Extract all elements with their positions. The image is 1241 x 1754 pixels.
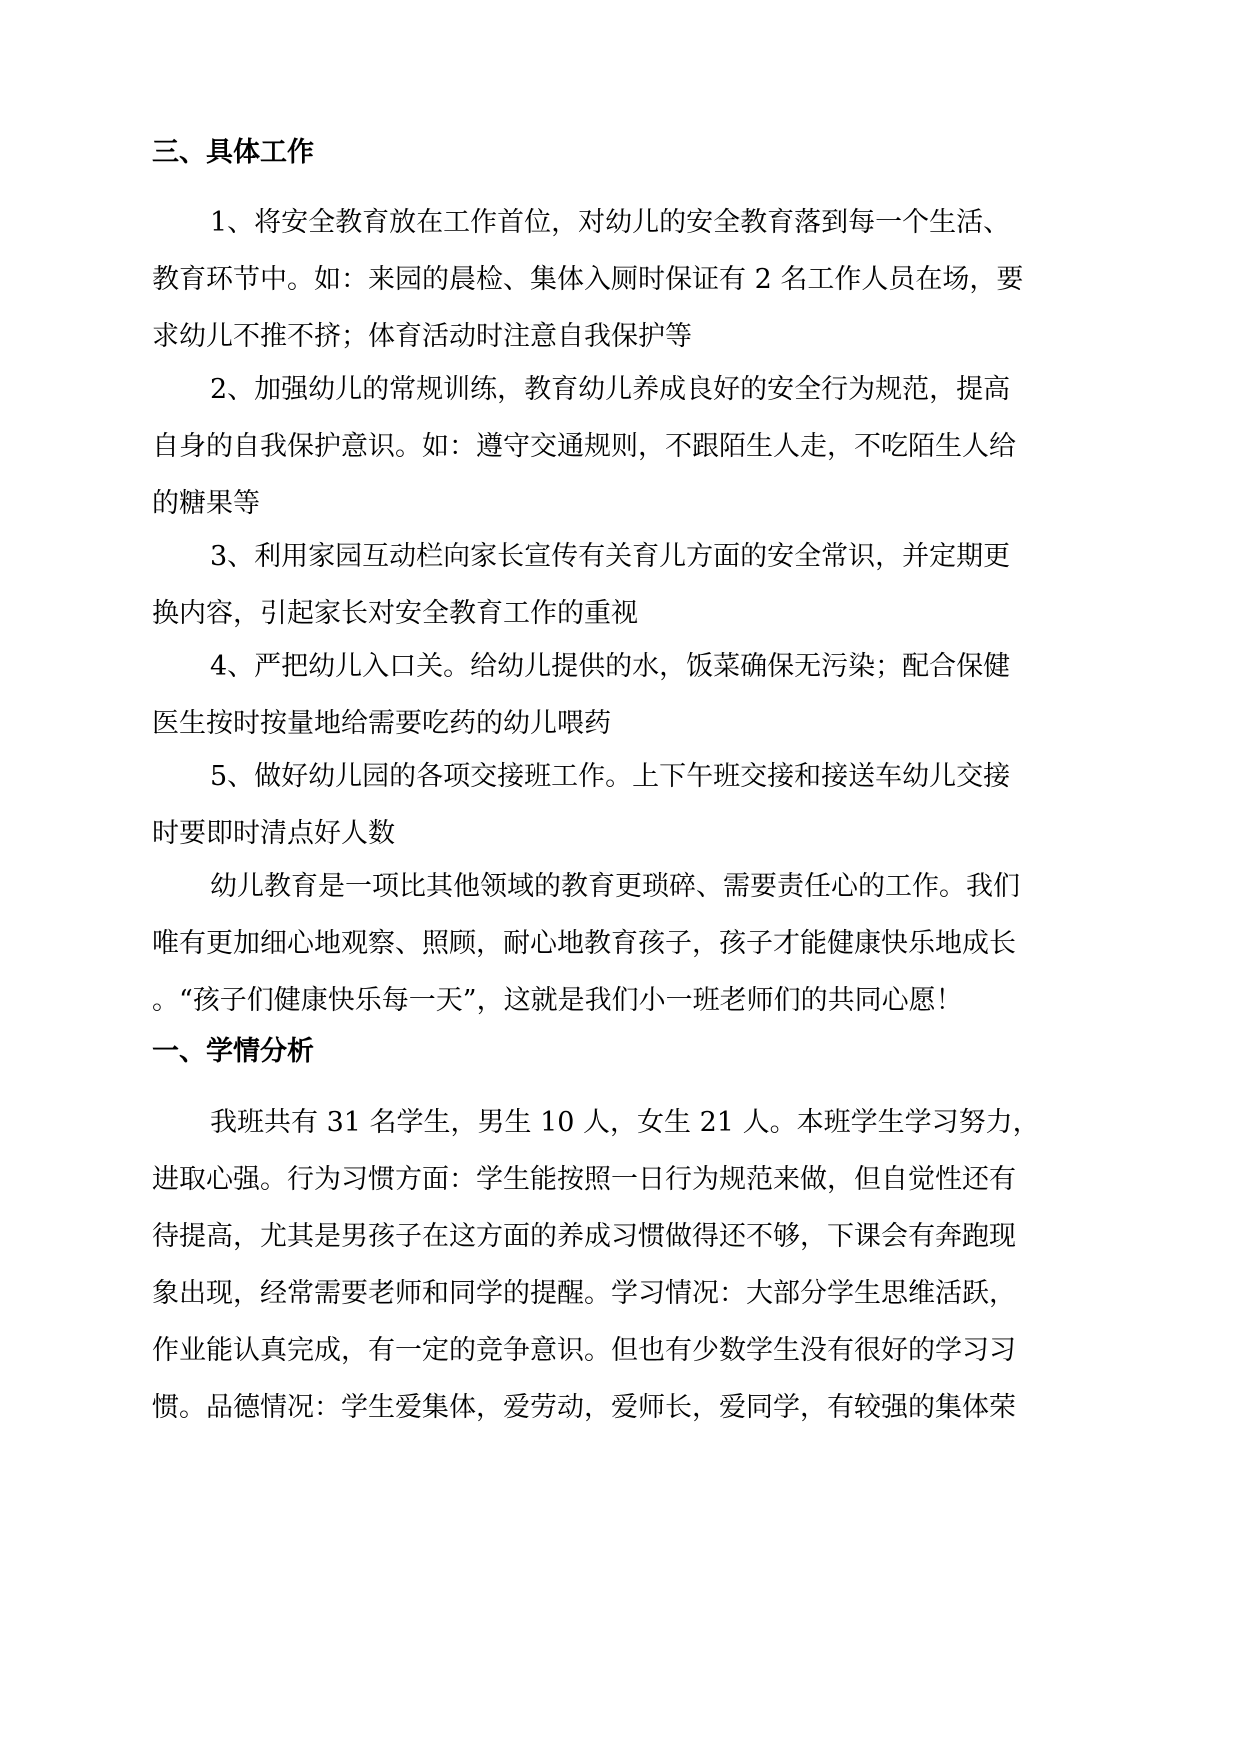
text-line: 的糖果等 bbox=[152, 488, 260, 519]
text-line: 作业能认真完成，有一定的竞争意识。但也有少数学生没有很好的学习习 bbox=[152, 1335, 1016, 1366]
text-line: 5、做好幼儿园的各项交接班工作。上下午班交接和接送车幼儿交接 bbox=[210, 761, 1011, 792]
paragraph-item-1 bbox=[152, 203, 1092, 374]
text-line: 唯有更加细心地观察、照顾，耐心地教育孩子，孩子才能健康快乐地成长 bbox=[152, 928, 1016, 959]
text-line: 换内容，引起家长对安全教育工作的重视 bbox=[152, 598, 638, 629]
text-line: 教育环节中。如：来园的晨检、集体入厕时保证有 2 名工作人员在场，要 bbox=[152, 264, 1024, 295]
text-line: 我班共有 31 名学生，男生 10 人，女生 21 人。本班学生学习努力， bbox=[210, 1107, 1040, 1138]
paragraph-item-3 bbox=[152, 537, 1092, 651]
text-line: 。“孩子们健康快乐每一天”，这就是我们小一班老师们的共同心愿！ bbox=[152, 985, 963, 1016]
paragraph-item-5 bbox=[152, 757, 1092, 871]
text-line: 待提高，尤其是男孩子在这方面的养成习惯做得还不够，下课会有奔跑现 bbox=[152, 1221, 1016, 1252]
paragraph-item-2 bbox=[152, 370, 1092, 541]
text-line: 自身的自我保护意识。如：遵守交通规则，不跟陌生人走，不吃陌生人给 bbox=[152, 431, 1016, 462]
text-line: 进取心强。行为习惯方面：学生能按照一日行为规范来做，但自觉性还有 bbox=[152, 1164, 1016, 1195]
text-line: 2、加强幼儿的常规训练，教育幼儿养成良好的安全行为规范，提高 bbox=[210, 374, 1011, 405]
text-line: 时要即时清点好人数 bbox=[152, 818, 395, 849]
section-heading-specific-work: 三、具体工作 bbox=[152, 137, 314, 168]
section-heading-learning-analysis: 一、学情分析 bbox=[152, 1036, 314, 1067]
text-line: 1、将安全教育放在工作首位，对幼儿的安全教育落到每一个生活、 bbox=[210, 207, 1011, 238]
text-line: 惯。品德情况：学生爱集体，爱劳动，爱师长，爱同学，有较强的集体荣 bbox=[152, 1392, 1016, 1423]
text-line: 求幼儿不推不挤；体育活动时注意自我保护等 bbox=[152, 321, 692, 352]
paragraph-conclusion bbox=[152, 867, 1092, 1038]
paragraph-item-4 bbox=[152, 647, 1092, 761]
text-line: 医生按时按量地给需要吃药的幼儿喂药 bbox=[152, 708, 611, 739]
paragraph-class-analysis bbox=[152, 1103, 1092, 1445]
text-line: 3、利用家园互动栏向家长宣传有关育儿方面的安全常识，并定期更 bbox=[210, 541, 1011, 572]
text-line: 象出现，经常需要老师和同学的提醒。学习情况：大部分学生思维活跃， bbox=[152, 1278, 1016, 1309]
text-line: 4、严把幼儿入口关。给幼儿提供的水，饭菜确保无污染；配合保健 bbox=[210, 651, 1011, 682]
text-line: 幼儿教育是一项比其他领域的教育更琐碎、需要责任心的工作。我们 bbox=[210, 871, 1020, 902]
